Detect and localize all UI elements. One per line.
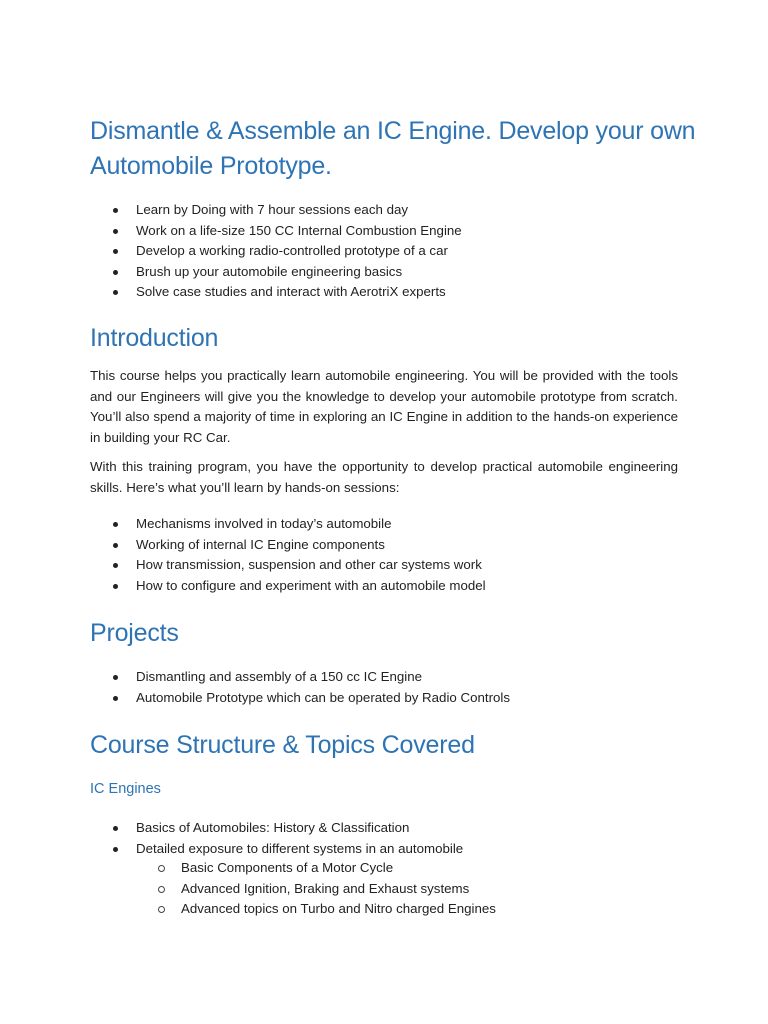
list-item: How transmission, suspension and other car systems work [0,555,486,576]
introduction-list [0,514,486,596]
bullet-icon [113,826,118,831]
list-item: Basics of Automobiles: History & Classification [0,818,463,839]
course-heading: Course Structure & Topics Covered [90,731,475,759]
document-title: Dismantle & Assemble an IC Engine. Develop your own Automobile Prototype. [90,117,696,180]
list-item: Detailed exposure to different systems in an automobile [0,839,463,860]
bullet-icon [113,229,118,234]
bullet-icon [113,522,118,527]
list-item: Advanced topics on Turbo and Nitro charged Engines [0,899,496,920]
bullet-icon [113,270,118,275]
list-item: Learn by Doing with 7 hour sessions each day [0,200,462,221]
list-item: Develop a working radio-controlled prototype of a car [0,241,462,262]
bullet-icon [113,543,118,548]
bullet-icon [113,675,118,680]
bullet-icon [113,847,118,852]
circle-bullet-icon [158,865,165,872]
list-item: How to configure and experiment with an automobile model [0,576,486,597]
list-item: Working of internal IC Engine components [0,535,486,556]
list-item: Mechanisms involved in today’s automobile [0,514,486,535]
bullet-icon [113,584,118,589]
bullet-icon [113,563,118,568]
bullet-icon [113,208,118,213]
introduction-heading: Introduction [90,324,219,352]
bullet-icon [113,249,118,254]
list-item: Automobile Prototype which can be operated by Radio Controls [0,688,510,709]
projects-heading: Projects [90,619,179,647]
projects-list [0,667,510,708]
list-item: Solve case studies and interact with AerotriX experts [0,282,462,303]
list-item: Dismantling and assembly of a 150 cc IC Engine [0,667,510,688]
course-sublist [0,858,496,920]
bullet-icon [113,290,118,295]
ic-engines-subheading: IC Engines [90,781,161,797]
introduction-paragraph-1: This course helps you practically learn automobile engineering. You will be provided with the tools and our Engineers will give you the knowledge to develop your automobile prototype from scratch. You’ll also spend a majority of time in exploring an IC Engine in addition to the hands-on experience in building your RC Car. [90,368,678,445]
list-item: Brush up your automobile engineering basics [0,262,462,283]
introduction-paragraph-2: With this training program, you have the opportunity to develop practical automobile engineering skills. Here’s what you’ll learn by hands-on sessions: [90,459,678,495]
list-item: Advanced Ignition, Braking and Exhaust systems [0,879,496,900]
circle-bullet-icon [158,906,165,913]
list-item: Basic Components of a Motor Cycle [0,858,496,879]
list-item: Work on a life-size 150 CC Internal Combustion Engine [0,221,462,242]
highlights-list [0,200,462,303]
course-list [0,818,463,859]
bullet-icon [113,696,118,701]
circle-bullet-icon [158,886,165,893]
